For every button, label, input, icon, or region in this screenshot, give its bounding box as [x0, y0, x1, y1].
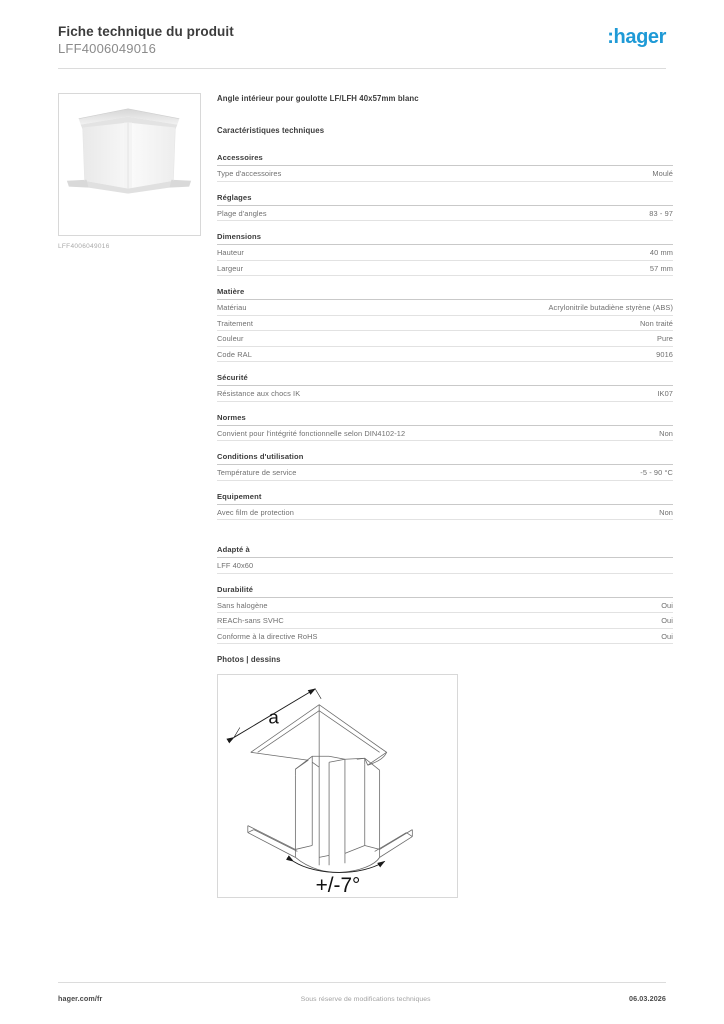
spec-group-title: Durabilité [217, 585, 673, 598]
spec-label: LFF 40x60 [217, 561, 254, 570]
spec-label: REACh-sans SVHC [217, 616, 284, 625]
spec-label: Avec film de protection [217, 507, 294, 517]
spec-label: Sans halogène [217, 600, 268, 610]
spec-group-title: Conditions d'utilisation [217, 452, 673, 465]
spec-value: 83 - 97 [649, 208, 673, 218]
spec-value: Moulé [652, 169, 673, 178]
technical-drawing [217, 674, 458, 898]
angle-label: +/-7° [315, 874, 361, 897]
spec-row [217, 166, 673, 182]
hager-logo: :hager [607, 26, 666, 48]
spec-group [217, 585, 673, 645]
spec-label: Matériau [217, 303, 247, 312]
spec-label: Conforme à la directive RoHS [217, 631, 318, 641]
spec-group [217, 232, 673, 276]
spec-group [217, 153, 673, 182]
spec-label: Code RAL [217, 349, 252, 359]
spec-row [217, 558, 673, 574]
spec-row [217, 206, 673, 222]
spec-label: Type d'accessoires [217, 169, 282, 178]
specs-heading: Caractéristiques techniques [217, 126, 325, 135]
spec-group [217, 452, 673, 481]
spec-value: Non [659, 428, 673, 438]
dimension-label-a: a [268, 706, 279, 728]
spec-group [217, 373, 673, 402]
spec-value: -5 - 90 °C [640, 468, 673, 477]
spec-value: 57 mm [649, 263, 673, 273]
spec-value: Oui [661, 600, 673, 610]
spec-value: IK07 [657, 389, 673, 398]
page-title: Fiche technique du produit [58, 24, 234, 39]
spec-row [217, 331, 673, 347]
spec-label: Traitement [217, 318, 254, 328]
product-photo-caption: LFF4006049016 [58, 243, 110, 250]
spec-value: Pure [656, 334, 673, 343]
spec-row [217, 629, 673, 645]
spec-value: Oui [661, 631, 673, 641]
spec-row [217, 426, 673, 442]
spec-label: Résistance aux chocs IK [217, 389, 301, 398]
spec-label: Largeur [217, 263, 244, 273]
spec-row [217, 598, 673, 614]
spec-group-title: Sécurité [217, 373, 673, 386]
spec-group-title: Equipement [217, 492, 673, 505]
spec-label: Couleur [217, 334, 244, 343]
product-photo-image [59, 94, 200, 235]
spec-group-title: Adapté à [217, 545, 673, 558]
spec-row [217, 347, 673, 363]
spec-label: Température de service [217, 468, 297, 477]
spec-value: Acrylonitrile butadiène styrène (ABS) [548, 303, 673, 312]
spec-row [217, 316, 673, 332]
spec-label: Plage d'angles [217, 208, 267, 218]
technical-drawing-image [218, 675, 457, 897]
spec-row [217, 245, 673, 261]
spec-group-title: Dimensions [217, 232, 673, 245]
footer-website[interactable]: hager.com/fr [58, 994, 103, 1003]
footer-disclaimer: Sous réserve de modifications techniques [300, 996, 431, 1003]
spec-label: Hauteur [217, 248, 244, 257]
spec-row [217, 465, 673, 481]
header-divider [58, 68, 666, 69]
product-description: Angle intérieur pour goulotte LF/LFH 40x57mm blanc [217, 94, 419, 103]
spec-group [217, 193, 673, 222]
spec-group [217, 492, 673, 521]
spec-row [217, 386, 673, 402]
spec-value: Non traité [639, 318, 673, 328]
spec-group-title: Réglages [217, 193, 673, 206]
product-photo [58, 93, 201, 236]
spec-group [217, 413, 673, 442]
spec-value: Oui [661, 616, 673, 625]
footer-date: 06.03.2026 [629, 994, 666, 1003]
spec-group-title: Accessoires [217, 153, 673, 166]
page-footer [58, 994, 666, 1003]
specifications-panel [217, 94, 673, 655]
spec-row [217, 613, 673, 629]
spec-value: Non [659, 507, 673, 517]
spec-group-title: Normes [217, 413, 673, 426]
spec-row [217, 505, 673, 521]
spec-groups [217, 153, 673, 644]
product-code: LFF4006049016 [58, 41, 157, 56]
page-header [58, 24, 666, 68]
spec-group [217, 545, 673, 574]
spec-row [217, 300, 673, 316]
drawing-heading: Photos | dessins [217, 655, 281, 664]
spec-value: 40 mm [649, 248, 673, 257]
header-titles [58, 24, 234, 57]
spec-label: Convient pour l'intégrité fonctionnelle selon DIN4102-12 [217, 428, 406, 438]
footer-divider [58, 982, 666, 983]
spec-group [217, 287, 673, 362]
spec-group-title: Matière [217, 287, 673, 300]
spec-value: 9016 [656, 349, 673, 359]
spec-row [217, 261, 673, 277]
